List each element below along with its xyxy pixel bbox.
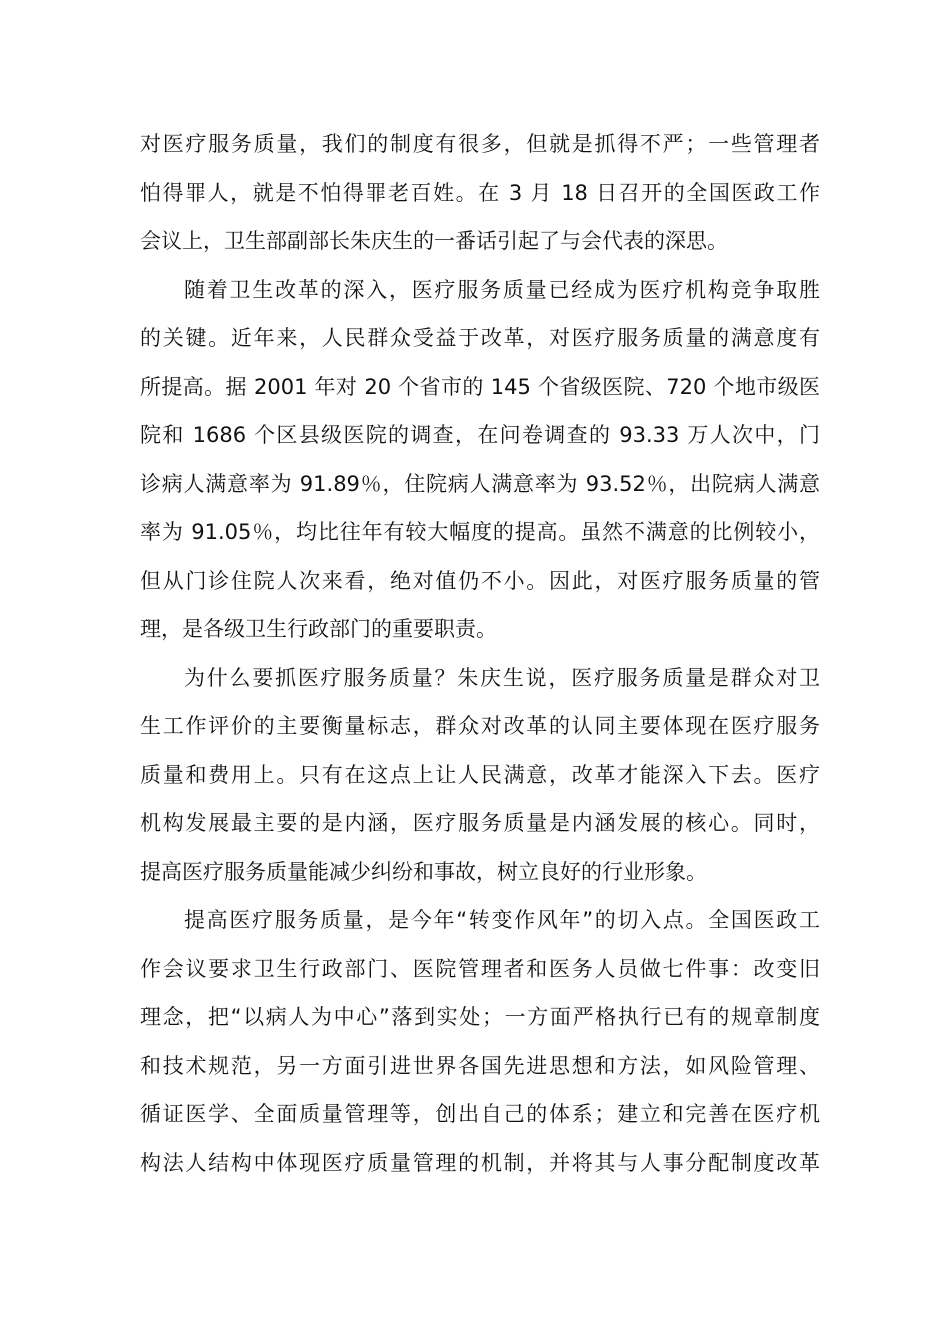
text-line: 诊病人满意率为 91.89％，住院病人满意率为 93.52％，出院病人满意 xyxy=(140,471,820,496)
body-text xyxy=(140,120,820,1187)
text-line: 构法人结构中体现医疗质量管理的机制，并将其与人事分配制度改革 xyxy=(140,1150,820,1175)
text-line: 作会议要求卫生行政部门、医院管理者和医务人员做七件事：改变旧 xyxy=(140,956,820,981)
text-line: 和技术规范，另一方面引进世界各国先进思想和方法，如风险管理、 xyxy=(140,1053,820,1078)
text-line: 理念，把“以病人为中心”落到实处；一方面严格执行已有的规章制度 xyxy=(140,1005,820,1029)
text-line: 率为 91.05％，均比往年有较大幅度的提高。虽然不满意的比例较小， xyxy=(140,520,820,544)
text-line: 为什么要抓医疗服务质量？朱庆生说，医疗服务质量是群众对卫 xyxy=(184,665,820,690)
text-line: 机构发展最主要的是内涵，医疗服务质量是内涵发展的核心。同时， xyxy=(140,811,820,835)
text-line: 所提高。据 2001 年对 20 个省市的 145 个省级医院、720 个地市级医 xyxy=(140,374,820,399)
text-line: 生工作评价的主要衡量标志，群众对改革的认同主要体现在医疗服务 xyxy=(140,714,820,738)
text-line: 提高医疗服务质量，是今年“转变作风年”的切入点。全国医政工 xyxy=(184,908,820,932)
text-line: 怕得罪人，就是不怕得罪老百姓。在 3 月 18 日召开的全国医政工作 xyxy=(140,180,820,205)
text-line: 院和 1686 个区县级医院的调查，在问卷调查的 93.33 万人次中，门 xyxy=(140,423,820,447)
text-line: 质量和费用上。只有在这点上让人民满意，改革才能深入下去。医疗 xyxy=(140,762,820,787)
text-line: 提高医疗服务质量能减少纠纷和事故，树立良好的行业形象。 xyxy=(140,859,707,884)
text-line: 会议上，卫生部副部长朱庆生的一番话引起了与会代表的深思。 xyxy=(140,229,728,253)
text-line: 随着卫生改革的深入，医疗服务质量已经成为医疗机构竞争取胜 xyxy=(184,277,820,302)
text-line: 循证医学、全面质量管理等，创出自己的体系；建立和完善在医疗机 xyxy=(140,1102,820,1126)
text-line: 对医疗服务质量，我们的制度有很多，但就是抓得不严；一些管理者 xyxy=(140,132,820,156)
text-line: 但从门诊住院人次来看，绝对值仍不小。因此，对医疗服务质量的管 xyxy=(140,568,820,593)
text-line: 理，是各级卫生行政部门的重要职责。 xyxy=(140,617,497,641)
text-line: 的关键。近年来，人民群众受益于改革，对医疗服务质量的满意度有 xyxy=(140,326,820,350)
